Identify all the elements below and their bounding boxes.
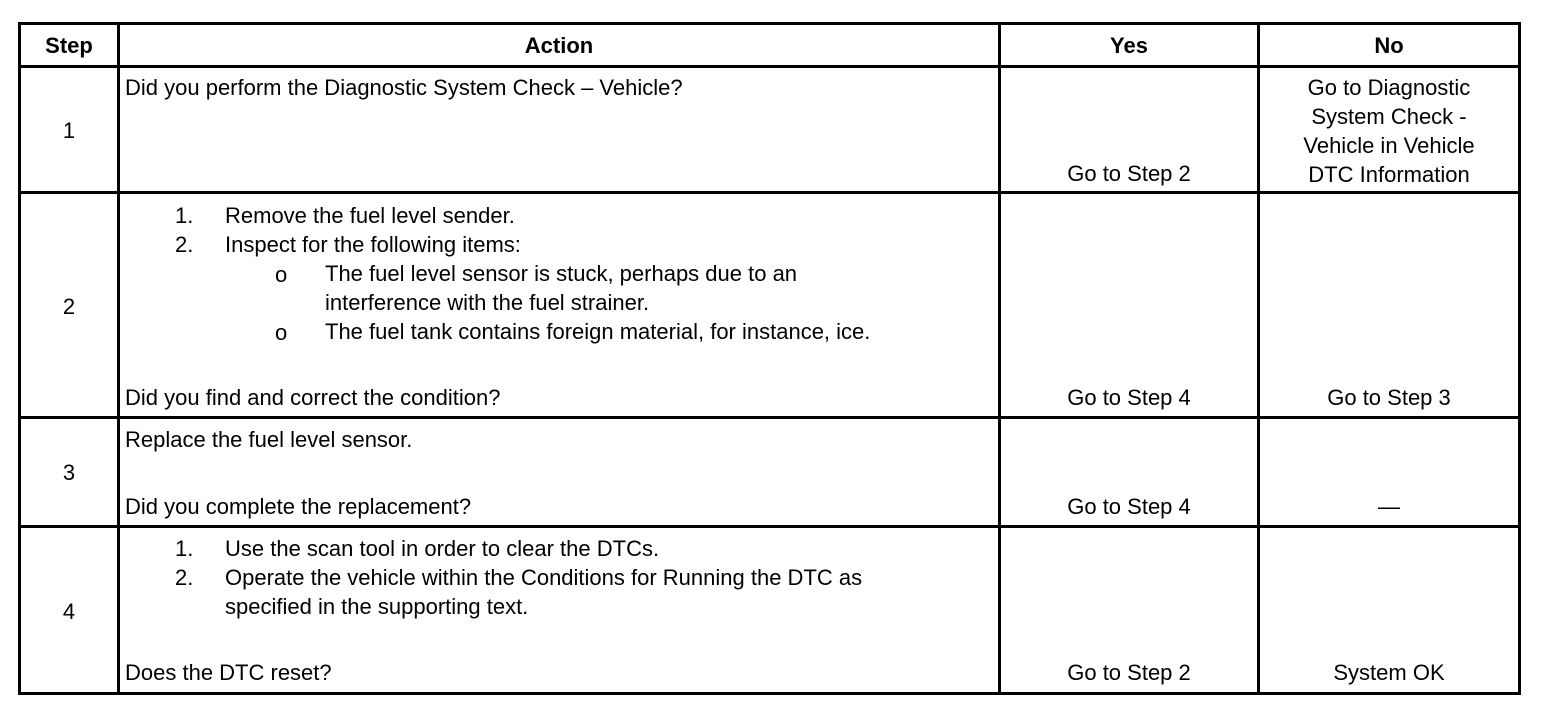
- diagnostic-table: [18, 22, 1521, 695]
- step-number: 4: [62, 599, 76, 624]
- step-number: 3: [62, 460, 76, 485]
- list-item: specified in the supporting text.: [225, 594, 529, 619]
- yes-result: Go to Step 2: [1067, 660, 1191, 685]
- list-item: Use the scan tool in order to clear the DTCs.: [225, 536, 660, 561]
- list-item: Operate the vehicle within the Conditions for Running the DTC as: [225, 565, 863, 590]
- list-number: 2.: [175, 565, 194, 590]
- no-result: —: [1378, 494, 1400, 519]
- column-divider: [117, 25, 120, 692]
- no-result: Go to Diagnostic: [1307, 75, 1471, 100]
- action-question: Did you complete the replacement?: [125, 494, 472, 519]
- no-result: DTC Information: [1308, 162, 1470, 187]
- no-result: Vehicle in Vehicle: [1303, 133, 1475, 158]
- sub-item: The fuel tank contains foreign material, for instance, ice.: [325, 319, 871, 344]
- sub-bullet: o: [275, 320, 288, 345]
- row-divider: [21, 191, 1518, 194]
- step-number: 1: [62, 118, 76, 143]
- row-divider: [21, 416, 1518, 419]
- list-item: Inspect for the following items:: [225, 232, 521, 257]
- no-result: System OK: [1333, 660, 1445, 685]
- row-divider: [21, 65, 1518, 68]
- header-yes: Yes: [1110, 33, 1148, 58]
- list-number: 2.: [175, 232, 194, 257]
- sub-item: interference with the fuel strainer.: [325, 290, 650, 315]
- action-instruction: Replace the fuel level sensor.: [125, 427, 413, 452]
- yes-result: Go to Step 4: [1067, 385, 1191, 410]
- sub-item: The fuel level sensor is stuck, perhaps due to an: [325, 261, 798, 286]
- no-result: System Check -: [1311, 104, 1467, 129]
- list-item: Remove the fuel level sender.: [225, 203, 515, 228]
- header-step: Step: [45, 33, 93, 58]
- sub-bullet: o: [275, 262, 288, 287]
- action-question: Did you perform the Diagnostic System Check – Vehicle?: [125, 75, 683, 100]
- yes-result: Go to Step 4: [1067, 494, 1191, 519]
- action-question: Does the DTC reset?: [125, 660, 332, 685]
- step-number: 2: [62, 294, 76, 319]
- list-number: 1.: [175, 203, 194, 228]
- list-number: 1.: [175, 536, 194, 561]
- column-divider: [998, 25, 1001, 692]
- yes-result: Go to Step 2: [1067, 161, 1191, 186]
- header-action: Action: [524, 33, 594, 58]
- row-divider: [21, 525, 1518, 528]
- no-result: Go to Step 3: [1327, 385, 1451, 410]
- action-question: Did you find and correct the condition?: [125, 385, 501, 410]
- header-no: No: [1374, 33, 1404, 58]
